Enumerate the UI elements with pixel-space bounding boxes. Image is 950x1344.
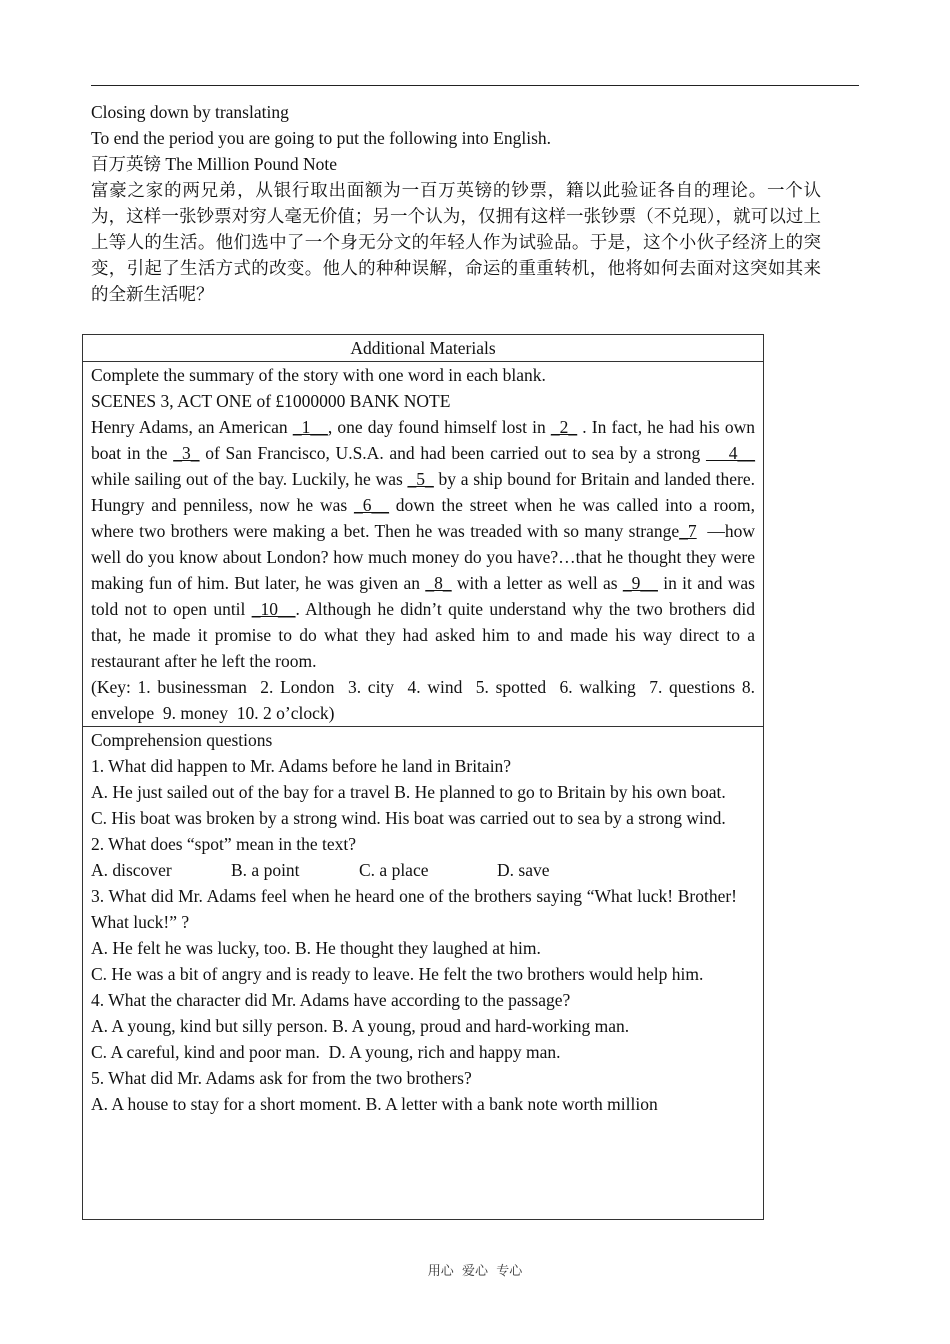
intro-line-1: Closing down by translating bbox=[91, 102, 289, 122]
blank-1: _1__ bbox=[292, 417, 328, 437]
blank-7: _7 bbox=[679, 521, 697, 541]
question-2: 2. What does “spot” mean in the text? bbox=[91, 834, 357, 854]
option-c: C. a place bbox=[359, 860, 429, 880]
question-1: 1. What did happen to Mr. Adams before he land in Britain? bbox=[91, 756, 512, 776]
summary-text: . Although he didn’t quite understand why the two brothers did that, he made it promise to do what they had asked him to and made his way direct to a restaurant after he left the room. bbox=[91, 599, 755, 671]
intro-line-2: To end the period you are going to put the following into English. bbox=[91, 128, 552, 148]
summary-text: down the street when he was called into a room, where two brothers were making a bet. Then he was treaded with so many strange bbox=[91, 495, 755, 541]
blank-4: 4__ bbox=[705, 443, 756, 463]
summary-text: while sailing out of the bay. Luckily, he was bbox=[91, 469, 408, 489]
option-d: D. save bbox=[497, 860, 550, 880]
question-3: 3. What did Mr. Adams feel when he heard one of the brothers saying “What luck! Brother! What luck!” ? bbox=[91, 886, 737, 932]
intro-line-3: 百万英镑 The Million Pound Note bbox=[91, 154, 337, 174]
blank-2: _2_ bbox=[550, 417, 578, 437]
question-4: 4. What the character did Mr. Adams have according to the passage? bbox=[91, 990, 571, 1010]
question-4-options-ab: A. A young, kind but silly person. B. A young, proud and hard-working man. bbox=[91, 1016, 630, 1036]
question-1-options-cd: C. His boat was broken by a strong wind. His boat was carried out to sea by a strong wind. bbox=[91, 808, 726, 828]
question-5-options-ab: A. A house to stay for a short moment. B. A letter with a bank note worth million bbox=[91, 1094, 658, 1114]
blank-6: _6__ bbox=[353, 495, 389, 515]
blank-3: _3_ bbox=[173, 443, 200, 463]
option-b: B. a point bbox=[231, 860, 300, 880]
question-1-options-ab: A. He just sailed out of the bay for a travel B. He planned to go to Britain by his own boat. bbox=[91, 782, 726, 802]
chinese-paragraph: 富豪之家的两兄弟，从银行取出面额为一百万英镑的钞票，籍以此验证各自的理论。一个认为，这样一张钞票对穷人毫无价值；另一个认为，仅拥有这样一张钞票（不兑现），就可以过上上等人的生活。他们选中了一个身无分文的年轻人作为试验品。于是，这个小伙子经济上的突变，引起了生活方式的改变。他人的种种误解，命运的重重转机，他将如何去面对这突如其来的全新生活呢？ bbox=[91, 180, 821, 304]
blank-9: _9__ bbox=[622, 573, 658, 593]
question-5: 5. What did Mr. Adams ask for from the two brothers? bbox=[91, 1068, 472, 1088]
answer-key: (Key: 1. businessman 2. London 3. city 4. wind 5. spotted 6. walking 7. questions 8. envelope 9. money 10. 2 o’clock) bbox=[91, 677, 760, 723]
summary-text: of San Francisco, U.S.A. and had been carried out to sea by a strong bbox=[199, 443, 706, 463]
table-header: Additional Materials bbox=[83, 335, 763, 362]
summary-text: with a letter as well as bbox=[451, 573, 623, 593]
top-rule bbox=[91, 85, 859, 86]
summary-section bbox=[83, 362, 763, 727]
summary-text: —how well do you know about London? how much money do you have?…that he thought they were making fun of him. But later, he was given an bbox=[91, 521, 760, 593]
blank-5: _5_ bbox=[407, 469, 434, 489]
summary-instruction: Complete the summary of the story with one word in each blank. bbox=[91, 365, 546, 385]
summary-text: Henry Adams, an American bbox=[91, 417, 293, 437]
question-4-options-cd: C. A careful, kind and poor man. D. A young, rich and happy man. bbox=[91, 1042, 561, 1062]
summary-paragraph bbox=[91, 414, 760, 674]
summary-text: by a ship bound for Britain and landed there. Hungry and penniless, now he was bbox=[91, 469, 755, 515]
question-3-options-cd: C. He was a bit of angry and is ready to leave. He felt the two brothers would help him. bbox=[91, 964, 704, 984]
questions-section bbox=[83, 727, 763, 1117]
intro-section bbox=[91, 99, 821, 307]
summary-text: in it and was told not to open until bbox=[91, 573, 755, 619]
questions-heading: Comprehension questions bbox=[91, 730, 273, 750]
summary-text: , one day found himself lost in bbox=[327, 417, 551, 437]
question-3-options-ab: A. He felt he was lucky, too. B. He thought they laughed at him. bbox=[91, 938, 541, 958]
blank-8: _8_ bbox=[425, 573, 452, 593]
additional-materials-table bbox=[82, 334, 764, 1220]
option-a: A. discover bbox=[91, 860, 172, 880]
summary-subtitle: SCENES 3, ACT ONE of £1000000 BANK NOTE bbox=[91, 391, 451, 411]
blank-10: _10__ bbox=[251, 599, 296, 619]
question-2-options bbox=[91, 857, 737, 883]
page-footer: 用心 爱心 专心 bbox=[427, 1264, 523, 1279]
summary-text: . In fact, he had his own boat in the bbox=[91, 417, 755, 463]
